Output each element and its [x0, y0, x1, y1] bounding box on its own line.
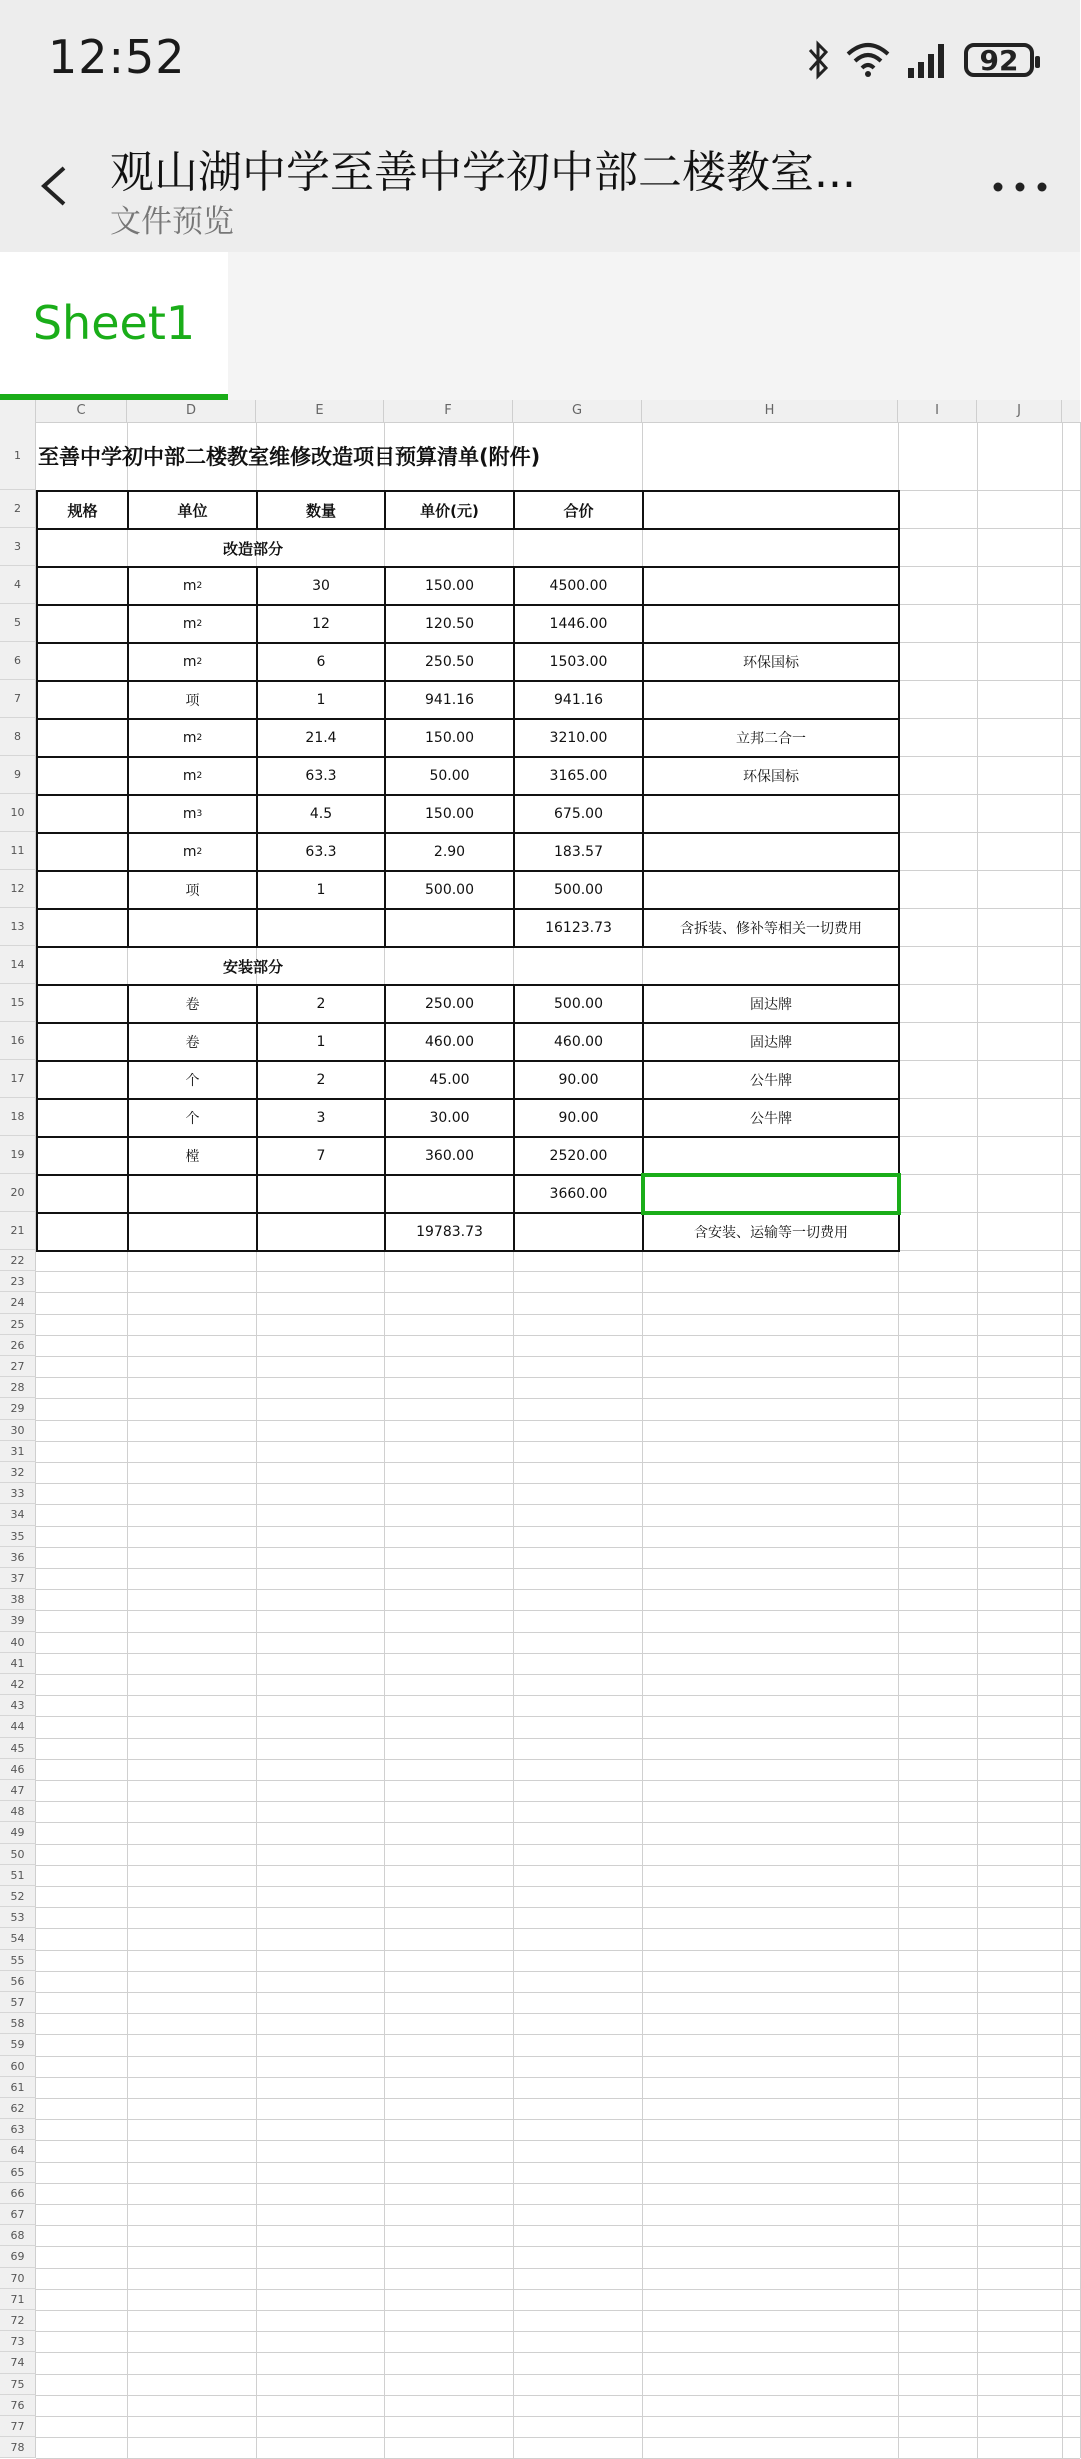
table-cell[interactable]	[36, 1060, 129, 1100]
row-header[interactable]: 62	[0, 2098, 36, 2119]
grid-line	[36, 2034, 1080, 2035]
table-cell[interactable]	[642, 566, 900, 606]
row-header[interactable]: 74	[0, 2352, 36, 2373]
selected-cell[interactable]	[641, 1173, 901, 1215]
table-cell[interactable]	[642, 680, 900, 720]
table-cell[interactable]: 环保国标	[642, 756, 900, 796]
sheet-title-cell[interactable]: 至善中学初中部二楼教室维修改造项目预算清单(附件)	[38, 445, 541, 469]
grid-line	[36, 1441, 1080, 1442]
grid-line	[36, 1462, 1080, 1463]
table-cell[interactable]	[127, 984, 258, 1024]
table-cell[interactable]: 公牛牌	[642, 1060, 900, 1100]
grid-line	[36, 2437, 1080, 2438]
unit-text: 个	[185, 1073, 200, 1089]
row-header[interactable]: 76	[0, 2395, 36, 2416]
grid-line	[36, 1398, 1080, 1399]
table-cell[interactable]	[127, 1098, 258, 1138]
grid-line	[36, 1547, 1080, 1548]
column-header[interactable]: J	[977, 400, 1062, 422]
table-cell[interactable]	[127, 1136, 258, 1176]
table-cell[interactable]: 941.16	[513, 680, 644, 720]
grid-line	[36, 1483, 1080, 1484]
table-cell[interactable]: 含拆装、修补等相关一切费用	[642, 908, 900, 948]
grid-line	[36, 2374, 1080, 2375]
table-cell[interactable]: 6	[256, 642, 386, 682]
table-cell[interactable]	[642, 794, 900, 834]
row-header[interactable]: 18	[0, 1098, 36, 1136]
row-header[interactable]: 22	[0, 1250, 36, 1271]
table-cell[interactable]: 2	[256, 1060, 386, 1100]
grid-line	[36, 1759, 1080, 1760]
row-header[interactable]: 52	[0, 1886, 36, 1907]
row-header[interactable]: 75	[0, 2374, 36, 2395]
grid-line	[36, 1377, 1080, 1378]
unit-exponent: 2	[196, 771, 203, 781]
row-header[interactable]: 4	[0, 566, 36, 604]
table-cell[interactable]	[127, 642, 258, 682]
table-cell[interactable]: 45.00	[384, 1060, 515, 1100]
table-cell[interactable]	[642, 604, 900, 644]
table-cell[interactable]: 941.16	[384, 680, 515, 720]
row-header[interactable]: 57	[0, 1992, 36, 2013]
row-header[interactable]: 51	[0, 1865, 36, 1886]
row-header[interactable]: 3	[0, 528, 36, 566]
unit-exponent: 2	[196, 847, 203, 857]
grid-line	[36, 1504, 1080, 1505]
table-cell[interactable]	[36, 642, 129, 682]
grid-line	[36, 1335, 1080, 1336]
row-header[interactable]: 72	[0, 2310, 36, 2331]
row-header[interactable]: 61	[0, 2077, 36, 2098]
unit-text: m	[182, 578, 197, 594]
grid-line	[36, 1971, 1080, 1972]
table-cell[interactable]: 183.57	[513, 832, 644, 872]
row-header[interactable]: 23	[0, 1271, 36, 1292]
table-cell[interactable]	[127, 908, 258, 948]
row-header[interactable]: 17	[0, 1060, 36, 1098]
row-header[interactable]: 10	[0, 794, 36, 832]
table-cell[interactable]: 30	[256, 566, 386, 606]
row-header[interactable]: 34	[0, 1504, 36, 1525]
row-header[interactable]: 32	[0, 1462, 36, 1483]
table-cell[interactable]	[127, 1212, 258, 1252]
table-cell[interactable]: 立邦二合一	[642, 718, 900, 758]
row-header[interactable]: 58	[0, 2013, 36, 2034]
grid-line	[36, 1526, 1080, 1527]
title-bar	[0, 120, 1080, 252]
unit-text: m	[182, 654, 197, 670]
grid-line	[36, 2310, 1080, 2311]
wifi-icon	[844, 40, 892, 80]
table-cell[interactable]: 360.00	[384, 1136, 515, 1176]
row-header[interactable]: 68	[0, 2225, 36, 2246]
table-cell[interactable]: 固达牌	[642, 984, 900, 1024]
row-header[interactable]: 5	[0, 604, 36, 642]
table-cell[interactable]: 含安装、运输等一切费用	[642, 1212, 900, 1252]
battery-icon	[964, 43, 1034, 77]
row-header[interactable]: 53	[0, 1907, 36, 1928]
table-cell[interactable]	[642, 490, 900, 530]
grid-line	[36, 2204, 1080, 2205]
row-header[interactable]: 16	[0, 1022, 36, 1060]
table-cell[interactable]	[36, 604, 129, 644]
unit-text: m	[182, 616, 197, 632]
table-cell[interactable]: 数量	[256, 490, 386, 530]
grid-line	[36, 1589, 1080, 1590]
table-cell[interactable]	[36, 870, 129, 910]
row-header[interactable]: 25	[0, 1314, 36, 1335]
unit-text: 卷	[185, 1035, 200, 1051]
table-cell[interactable]	[127, 1022, 258, 1062]
table-cell[interactable]	[36, 1136, 129, 1176]
row-header[interactable]: 67	[0, 2204, 36, 2225]
row-header[interactable]: 38	[0, 1589, 36, 1610]
row-header[interactable]: 2	[0, 490, 36, 528]
table-cell[interactable]: 19783.73	[384, 1212, 515, 1252]
row-header[interactable]: 29	[0, 1398, 36, 1419]
unit-text: m	[182, 806, 197, 822]
table-cell[interactable]: 500.00	[384, 870, 515, 910]
grid-line	[36, 1844, 1080, 1845]
row-header[interactable]: 9	[0, 756, 36, 794]
unit-text: m	[182, 844, 197, 860]
back-arrow-icon[interactable]	[30, 156, 80, 216]
row-header[interactable]: 15	[0, 984, 36, 1022]
table-cell[interactable]: 单位	[127, 490, 258, 530]
grid-line	[36, 2077, 1080, 2078]
row-header[interactable]: 37	[0, 1568, 36, 1589]
table-cell[interactable]: 2	[256, 984, 386, 1024]
row-header[interactable]: 31	[0, 1441, 36, 1462]
grid-line	[36, 1780, 1080, 1781]
grid-line	[36, 1632, 1080, 1633]
grid-line	[36, 1674, 1080, 1675]
status-bar	[0, 0, 1080, 120]
row-header[interactable]: 64	[0, 2140, 36, 2161]
table-cell[interactable]: 4.5	[256, 794, 386, 834]
status-time: 12:52	[48, 30, 186, 84]
unit-exponent: 2	[196, 581, 203, 591]
column-header[interactable]: H	[642, 400, 898, 422]
table-cell[interactable]	[127, 718, 258, 758]
table-cell[interactable]: 63.3	[256, 756, 386, 796]
table-cell[interactable]: 安装部分	[36, 946, 900, 986]
row-header[interactable]: 55	[0, 1950, 36, 1971]
row-header[interactable]: 36	[0, 1547, 36, 1568]
grid-line	[36, 2098, 1080, 2099]
unit-exponent: 3	[196, 809, 203, 819]
table-cell[interactable]: 3165.00	[513, 756, 644, 796]
table-cell[interactable]: 150.00	[384, 566, 515, 606]
table-cell[interactable]	[36, 984, 129, 1024]
table-cell[interactable]	[36, 794, 129, 834]
row-header[interactable]: 39	[0, 1610, 36, 1631]
tab-sheet1[interactable]: Sheet1	[0, 252, 228, 400]
row-header[interactable]: 43	[0, 1695, 36, 1716]
row-header[interactable]: 47	[0, 1780, 36, 1801]
table-cell[interactable]	[36, 680, 129, 720]
column-header[interactable]: E	[256, 400, 384, 422]
row-header[interactable]: 24	[0, 1292, 36, 1313]
row-header[interactable]: 33	[0, 1483, 36, 1504]
column-header[interactable]: F	[384, 400, 513, 422]
table-cell[interactable]: 1	[256, 870, 386, 910]
bluetooth-icon	[806, 40, 830, 80]
document-title: 观山湖中学至善中学初中部二楼教室...	[110, 147, 856, 198]
row-header[interactable]: 54	[0, 1928, 36, 1949]
row-header[interactable]: 78	[0, 2437, 36, 2458]
table-cell[interactable]: 固达牌	[642, 1022, 900, 1062]
row-header[interactable]: 13	[0, 908, 36, 946]
row-header[interactable]: 26	[0, 1335, 36, 1356]
table-cell[interactable]	[127, 680, 258, 720]
grid-line	[36, 1716, 1080, 1717]
grid-line	[36, 1271, 1080, 1272]
table-cell[interactable]	[36, 718, 129, 758]
table-cell[interactable]: 环保国标	[642, 642, 900, 682]
grid-line	[36, 2246, 1080, 2247]
column-header[interactable]: I	[898, 400, 977, 422]
table-cell[interactable]	[513, 1212, 644, 1252]
table-cell[interactable]: 改造部分	[36, 528, 900, 568]
row-header[interactable]: 7	[0, 680, 36, 718]
unit-text: 项	[185, 883, 200, 899]
table-cell[interactable]	[384, 1174, 515, 1214]
table-cell[interactable]: 90.00	[513, 1098, 644, 1138]
table-cell[interactable]: 1503.00	[513, 642, 644, 682]
table-cell[interactable]	[127, 870, 258, 910]
row-header[interactable]: 48	[0, 1801, 36, 1822]
table-cell[interactable]: 12	[256, 604, 386, 644]
table-cell[interactable]: 2.90	[384, 832, 515, 872]
table-cell[interactable]: 1	[256, 1022, 386, 1062]
row-header[interactable]: 41	[0, 1653, 36, 1674]
table-cell[interactable]: 460.00	[384, 1022, 515, 1062]
grid-line	[36, 1801, 1080, 1802]
row-header[interactable]: 70	[0, 2268, 36, 2289]
table-cell[interactable]: 250.50	[384, 642, 515, 682]
column-header[interactable]: D	[127, 400, 256, 422]
column-header-row	[0, 400, 1080, 423]
grid-line	[36, 1314, 1080, 1315]
row-header[interactable]: 12	[0, 870, 36, 908]
row-header[interactable]: 21	[0, 1212, 36, 1250]
grid-line	[36, 1886, 1080, 1887]
column-header[interactable]: G	[513, 400, 642, 422]
table-cell[interactable]: 50.00	[384, 756, 515, 796]
row-header[interactable]: 71	[0, 2289, 36, 2310]
grid-line	[36, 1992, 1080, 1993]
table-cell[interactable]	[256, 1212, 386, 1252]
table-cell[interactable]	[36, 1022, 129, 1062]
grid-line	[36, 2268, 1080, 2269]
table-cell[interactable]	[127, 1060, 258, 1100]
row-header[interactable]: 20	[0, 1174, 36, 1212]
row-header[interactable]: 56	[0, 1971, 36, 1992]
table-cell[interactable]	[127, 756, 258, 796]
table-cell[interactable]: 90.00	[513, 1060, 644, 1100]
table-cell[interactable]	[127, 604, 258, 644]
table-cell[interactable]	[36, 1212, 129, 1252]
unit-text: 个	[185, 1111, 200, 1127]
table-cell[interactable]: 1	[256, 680, 386, 720]
table-cell[interactable]	[127, 566, 258, 606]
table-cell[interactable]	[36, 1174, 129, 1214]
grid-line	[36, 1356, 1080, 1357]
table-cell[interactable]: 150.00	[384, 794, 515, 834]
row-header[interactable]: 19	[0, 1136, 36, 1174]
row-header[interactable]: 63	[0, 2119, 36, 2140]
table-cell[interactable]	[642, 1136, 900, 1176]
table-cell[interactable]: 3210.00	[513, 718, 644, 758]
grid-line	[36, 2352, 1080, 2353]
table-cell[interactable]: 1446.00	[513, 604, 644, 644]
grid-line	[36, 1695, 1080, 1696]
table-cell[interactable]: 单价(元)	[384, 490, 515, 530]
grid-line	[36, 1822, 1080, 1823]
table-cell[interactable]	[256, 908, 386, 948]
table-cell[interactable]: 30.00	[384, 1098, 515, 1138]
row-header[interactable]: 42	[0, 1674, 36, 1695]
table-cell[interactable]: 16123.73	[513, 908, 644, 948]
table-cell[interactable]: 2520.00	[513, 1136, 644, 1176]
row-header[interactable]: 66	[0, 2183, 36, 2204]
row-header[interactable]: 28	[0, 1377, 36, 1398]
grid-line	[36, 1420, 1080, 1421]
table-cell[interactable]: 7	[256, 1136, 386, 1176]
row-header[interactable]: 35	[0, 1526, 36, 1547]
table-cell[interactable]	[256, 1174, 386, 1214]
unit-exponent: 2	[196, 733, 203, 743]
row-header[interactable]: 6	[0, 642, 36, 680]
table-cell[interactable]: 120.50	[384, 604, 515, 644]
unit-text: m	[182, 768, 197, 784]
table-cell[interactable]	[384, 908, 515, 948]
table-cell[interactable]	[127, 794, 258, 834]
grid-line	[36, 1928, 1080, 1929]
grid-line	[36, 1738, 1080, 1739]
battery-level: 92	[979, 43, 1019, 77]
grid-line	[36, 2162, 1080, 2163]
row-header[interactable]: 44	[0, 1716, 36, 1737]
table-cell[interactable]: 500.00	[513, 984, 644, 1024]
table-cell[interactable]	[36, 566, 129, 606]
column-header[interactable]: C	[36, 400, 127, 422]
unit-exponent: 2	[196, 619, 203, 629]
row-header[interactable]: 60	[0, 2056, 36, 2077]
table-cell[interactable]	[36, 1098, 129, 1138]
row-header[interactable]: 27	[0, 1356, 36, 1377]
table-cell[interactable]	[127, 832, 258, 872]
unit-text: 卷	[185, 997, 200, 1013]
grid-line	[36, 2225, 1080, 2226]
table-cell[interactable]: 21.4	[256, 718, 386, 758]
row-header[interactable]: 59	[0, 2034, 36, 2055]
unit-text: m	[182, 730, 197, 746]
table-cell[interactable]	[642, 832, 900, 872]
row-header[interactable]: 45	[0, 1738, 36, 1759]
row-header[interactable]: 50	[0, 1844, 36, 1865]
unit-exponent: 2	[196, 657, 203, 667]
row-header[interactable]: 46	[0, 1759, 36, 1780]
status-icons	[806, 34, 1034, 86]
grid-line	[36, 2140, 1080, 2141]
corner-cell	[0, 400, 36, 422]
grid-line	[36, 2331, 1080, 2332]
spreadsheet[interactable]	[0, 400, 1080, 2455]
more-icon[interactable]	[990, 172, 1050, 202]
grid-line	[36, 1865, 1080, 1866]
table-cell[interactable]: 500.00	[513, 870, 644, 910]
row-header[interactable]: 49	[0, 1822, 36, 1843]
grid-line	[36, 1950, 1080, 1951]
table-cell[interactable]: 公牛牌	[642, 1098, 900, 1138]
row-header[interactable]: 1	[0, 422, 36, 490]
row-header[interactable]: 8	[0, 718, 36, 756]
unit-text: 项	[185, 693, 200, 709]
sheet-tab-bar	[0, 252, 1080, 400]
grid-line	[36, 2289, 1080, 2290]
table-cell[interactable]: 63.3	[256, 832, 386, 872]
row-header[interactable]: 73	[0, 2331, 36, 2352]
table-cell[interactable]	[36, 908, 129, 948]
grid-line	[36, 2013, 1080, 2014]
signal-icon	[906, 40, 950, 80]
grid-line	[36, 2119, 1080, 2120]
grid-line	[36, 1907, 1080, 1908]
table-cell[interactable]	[36, 832, 129, 872]
grid-line	[36, 2056, 1080, 2057]
row-header[interactable]: 30	[0, 1420, 36, 1441]
grid-line	[36, 2416, 1080, 2417]
table-cell[interactable]: 3	[256, 1098, 386, 1138]
table-cell[interactable]: 合价	[513, 490, 644, 530]
table-cell[interactable]: 675.00	[513, 794, 644, 834]
row-header[interactable]: 65	[0, 2162, 36, 2183]
grid-line	[36, 2183, 1080, 2184]
grid-line	[36, 1292, 1080, 1293]
table-cell[interactable]: 250.00	[384, 984, 515, 1024]
table-cell[interactable]	[36, 756, 129, 796]
document-subtitle: 文件预览	[110, 204, 234, 240]
table-cell[interactable]	[127, 1174, 258, 1214]
table-cell[interactable]: 150.00	[384, 718, 515, 758]
row-header[interactable]: 40	[0, 1632, 36, 1653]
table-cell[interactable]: 规格	[36, 490, 129, 530]
grid-line	[36, 2395, 1080, 2396]
row-header[interactable]: 14	[0, 946, 36, 984]
row-header[interactable]: 11	[0, 832, 36, 870]
table-cell[interactable]: 460.00	[513, 1022, 644, 1062]
table-cell[interactable]: 3660.00	[513, 1174, 644, 1214]
grid-line	[36, 1653, 1080, 1654]
unit-text: 樘	[185, 1149, 200, 1165]
grid-line	[36, 1610, 1080, 1611]
row-header[interactable]: 77	[0, 2416, 36, 2437]
row-header[interactable]: 69	[0, 2246, 36, 2267]
table-cell[interactable]	[642, 870, 900, 910]
table-cell[interactable]: 4500.00	[513, 566, 644, 606]
grid-line	[36, 1568, 1080, 1569]
